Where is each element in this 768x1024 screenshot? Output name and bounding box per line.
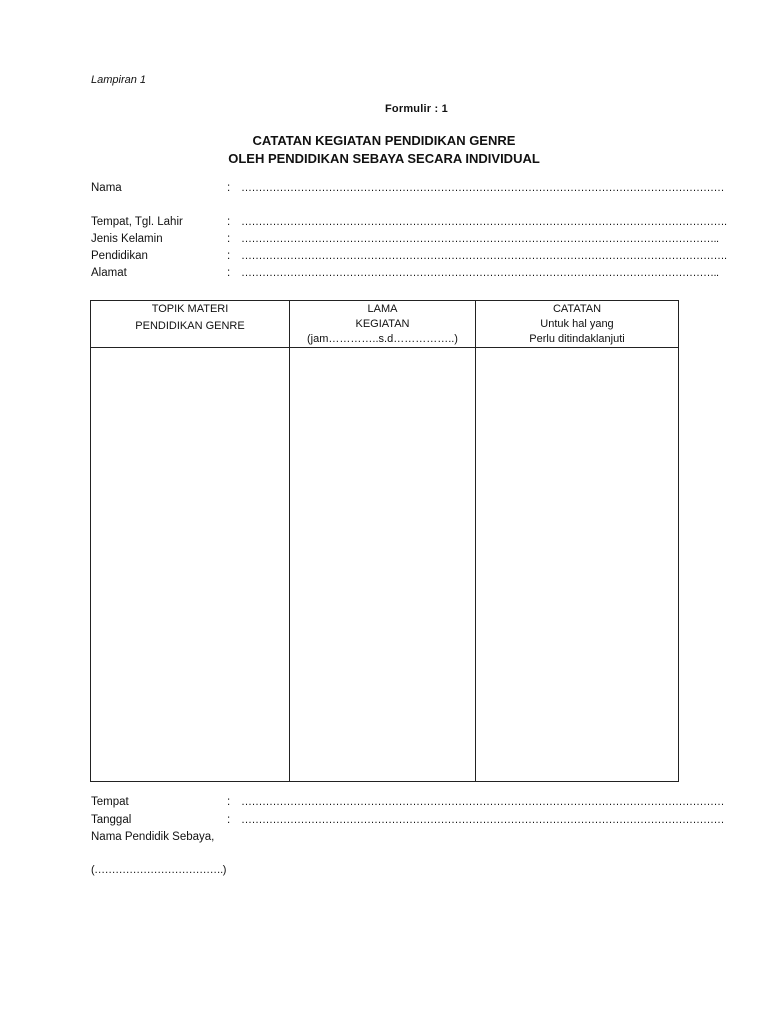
field-label-jenis-kelamin: Jenis Kelamin <box>91 233 163 245</box>
header-line: KEGIATAN <box>355 318 410 330</box>
form-number: Formulir : 1 <box>385 103 448 115</box>
field-colon: : <box>227 250 231 262</box>
field-blank-jenis-kelamin[interactable]: ……………………………………………………………………………………………………………………….. <box>241 233 719 245</box>
header-line: Untuk hal yang <box>540 318 614 330</box>
header-topik-materi <box>91 301 290 348</box>
field-blank-alamat[interactable]: ……………………………………………………………………………………………………………………….. <box>241 267 719 279</box>
page-subtitle: OLEH PENDIDIKAN SEBAYA SECARA INDIVIDUAL <box>228 151 540 166</box>
field-label-pendidikan: Pendidikan <box>91 250 148 262</box>
field-blank-tanggal[interactable]: ………………………………………………………………………………………………………………………… <box>241 814 724 826</box>
field-colon: : <box>227 267 231 279</box>
cell-catatan[interactable] <box>476 348 679 782</box>
activity-table <box>90 300 679 782</box>
header-line: LAMA <box>367 303 398 315</box>
signature-blank[interactable]: (……………………………….) <box>91 864 226 876</box>
table-row <box>91 348 679 782</box>
footer-label-tanggal: Tanggal <box>91 814 132 826</box>
field-blank-tempat-tgl-lahir[interactable]: …………………………………………………………………………………………………………………………. <box>241 216 727 228</box>
field-label-nama: Nama <box>91 182 122 194</box>
cell-lama-kegiatan[interactable] <box>290 348 476 782</box>
header-line: PENDIDIKAN GENRE <box>135 320 245 332</box>
field-label-alamat: Alamat <box>91 267 127 279</box>
header-line: (jam…………..s.d……………..) <box>307 333 458 345</box>
field-blank-pendidikan[interactable]: …………………………………………………………………………………………………………………………. <box>241 250 727 262</box>
field-colon: : <box>227 796 231 808</box>
header-catatan <box>476 301 679 348</box>
field-blank-tempat[interactable]: ………………………………………………………………………………………………………………………… <box>241 796 724 808</box>
field-label-tempat-tgl-lahir: Tempat, Tgl. Lahir <box>91 216 183 228</box>
header-line: Perlu ditindaklanjuti <box>529 333 625 345</box>
attachment-label: Lampiran 1 <box>91 74 147 86</box>
page-title: CATATAN KEGIATAN PENDIDIKAN GENRE <box>252 133 516 148</box>
field-colon: : <box>227 233 231 245</box>
footer-label-pendidik: Nama Pendidik Sebaya, <box>91 831 215 843</box>
field-blank-nama[interactable]: ………………………………………………………………………………………………………………………… <box>241 182 724 194</box>
header-line: CATATAN <box>552 303 602 315</box>
field-colon: : <box>227 216 231 228</box>
header-lama-kegiatan <box>290 301 476 348</box>
cell-topik-materi[interactable] <box>91 348 290 782</box>
footer-label-tempat: Tempat <box>91 796 129 808</box>
table-header-row <box>91 301 679 348</box>
field-colon: : <box>227 814 231 826</box>
field-colon: : <box>227 182 231 194</box>
header-line: TOPIK MATERI <box>151 303 229 315</box>
